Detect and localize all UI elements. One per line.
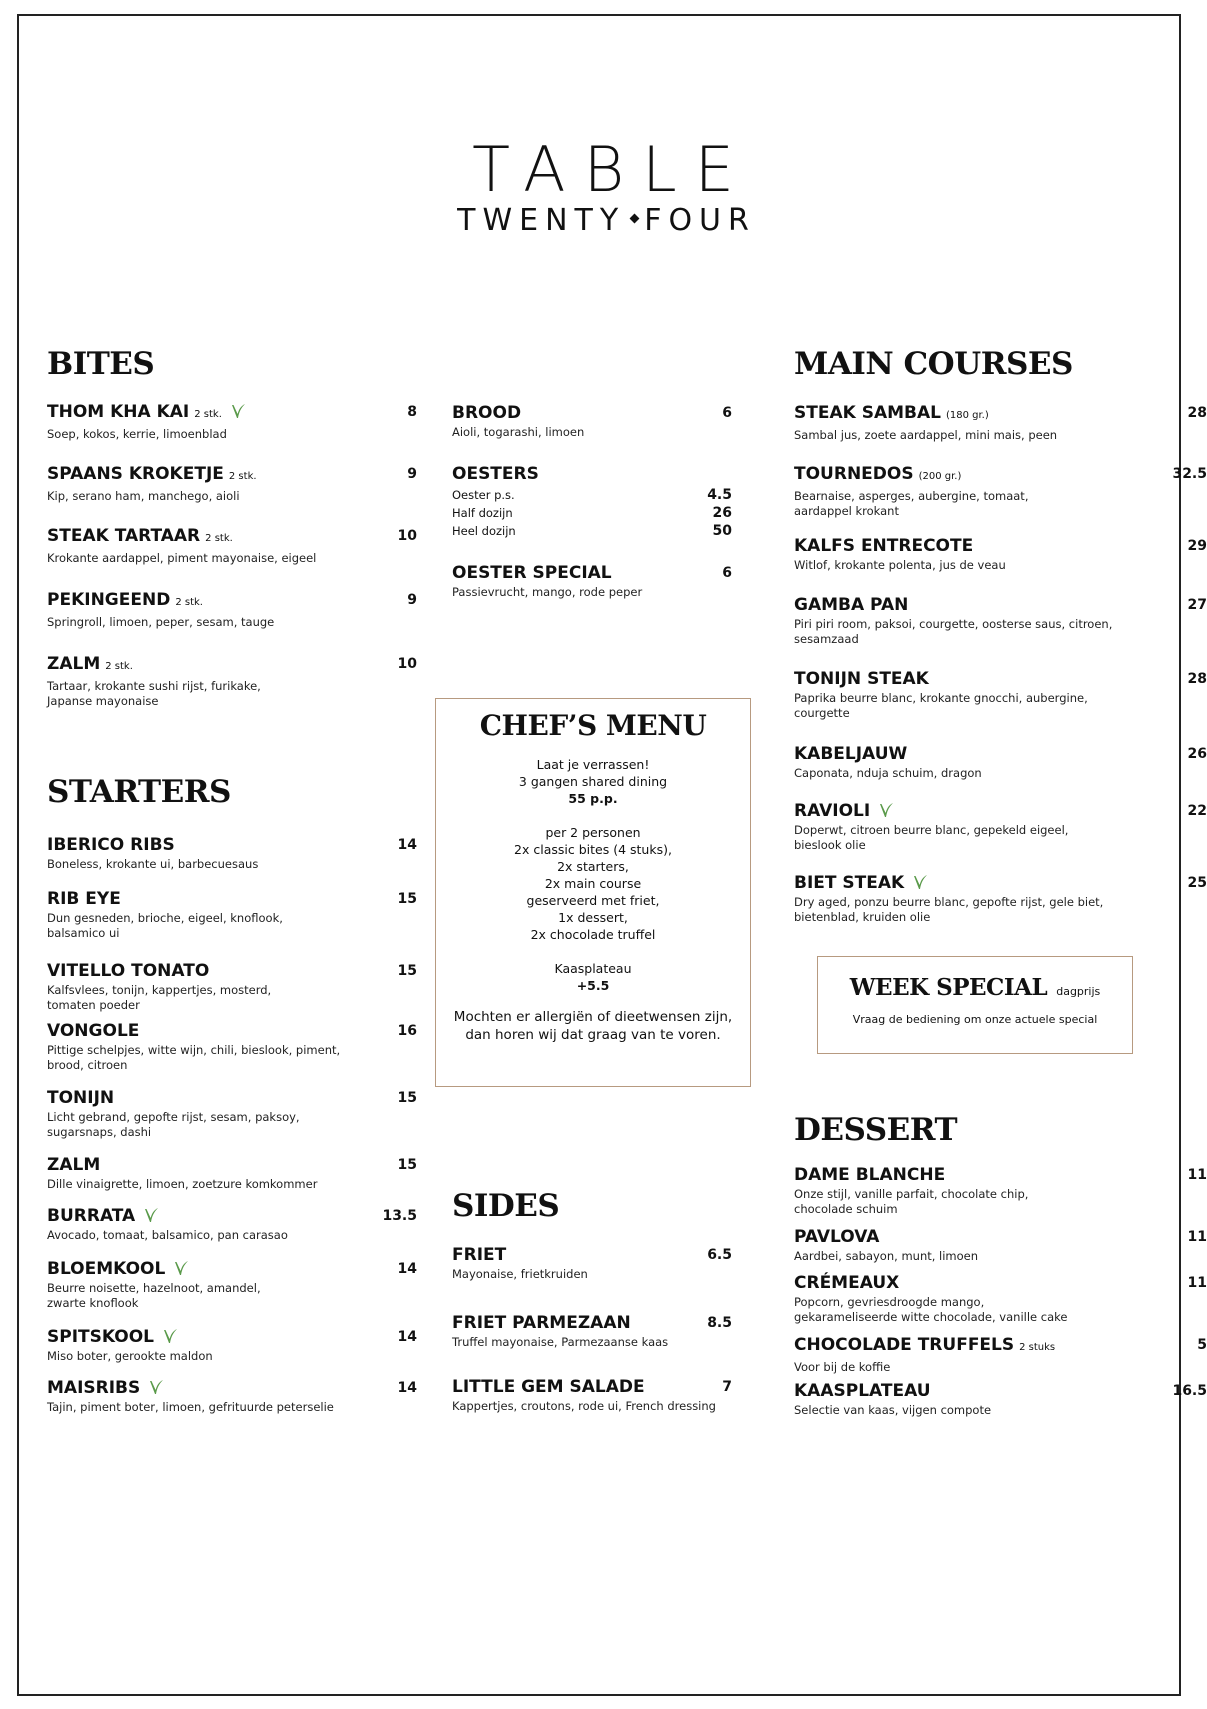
menu-item bbox=[794, 744, 1207, 781]
menu-item-quantity: 2 stk. bbox=[205, 533, 233, 544]
menu-item bbox=[794, 1335, 1207, 1375]
menu-item-title: BROOD bbox=[452, 403, 522, 423]
menu-item-name bbox=[794, 1335, 1162, 1358]
logo-line-1: TABLE bbox=[472, 133, 752, 206]
menu-item-description: Dun gesneden, brioche, eigeel, knoflook, balsamico ui bbox=[47, 911, 283, 940]
menu-item bbox=[452, 563, 732, 600]
menu-item-title: STEAK SAMBAL bbox=[794, 403, 941, 423]
vegan-leaf-icon bbox=[230, 403, 246, 419]
menu-item bbox=[47, 1155, 417, 1192]
menu-item-description: Boneless, krokante ui, barbecuesaus bbox=[47, 857, 259, 871]
menu-item-title: FRIET bbox=[452, 1245, 507, 1265]
chefs-menu-extra-label: Kaasplateau bbox=[554, 961, 632, 976]
menu-item-description: Miso boter, gerookte maldon bbox=[47, 1349, 213, 1363]
menu-item-title: BIET STEAK bbox=[794, 873, 905, 893]
menu-item-price: 10 bbox=[397, 528, 417, 544]
menu-item-description: Truffel mayonaise, Parmezaanse kaas bbox=[452, 1335, 669, 1349]
menu-item-name bbox=[47, 1327, 392, 1347]
menu-item bbox=[47, 464, 417, 504]
menu-item-price: 14 bbox=[397, 1380, 417, 1396]
menu-item-price: 14 bbox=[397, 1261, 417, 1277]
menu-item-title: PAVLOVA bbox=[794, 1227, 880, 1247]
menu-item-name bbox=[794, 1227, 1162, 1247]
menu-item bbox=[47, 1206, 417, 1243]
menu-item-price: 26 bbox=[1187, 746, 1207, 762]
menu-item-price: 6.5 bbox=[707, 1247, 732, 1263]
menu-item-title: STEAK TARTAAR bbox=[47, 526, 201, 546]
option-price: 26 bbox=[712, 505, 732, 521]
menu-item-name bbox=[47, 1088, 392, 1108]
menu-item-price: 10 bbox=[397, 656, 417, 672]
menu-item bbox=[452, 464, 732, 540]
menu-item-price: 7 bbox=[722, 1379, 732, 1395]
menu-item-description: Soep, kokos, kerrie, limoenblad bbox=[47, 427, 227, 441]
menu-item-description: Kalfsvlees, tonijn, kappertjes, mosterd, tomaten poeder bbox=[47, 983, 272, 1012]
menu-item-name bbox=[794, 403, 1162, 426]
menu-item-quantity: 2 stk. bbox=[228, 471, 257, 482]
section-title-main-courses: MAIN COURSES bbox=[794, 346, 1073, 382]
chefs-menu-intro bbox=[436, 756, 750, 790]
menu-item-price: 15 bbox=[397, 1157, 417, 1173]
menu-item-description: Mayonaise, frietkruiden bbox=[452, 1267, 588, 1281]
menu-item-title: SPAANS KROKETJE bbox=[47, 464, 224, 484]
menu-item-price: 15 bbox=[397, 963, 417, 979]
menu-item-description: Piri piri room, paksoi, courgette, oosterse saus, citroen, sesamzaad bbox=[794, 617, 1113, 646]
menu-item-description: Paprika beurre blanc, krokante gnocchi, aubergine, courgette bbox=[794, 691, 1088, 720]
menu-item-name bbox=[47, 1155, 392, 1175]
option-label: Half dozijn bbox=[452, 506, 513, 520]
menu-item-price: 5 bbox=[1197, 1337, 1207, 1353]
menu-item-title: TOURNEDOS bbox=[794, 464, 914, 484]
menu-item bbox=[452, 1245, 732, 1282]
menu-item-price: 11 bbox=[1187, 1275, 1207, 1291]
menu-item-price: 9 bbox=[407, 466, 417, 482]
menu-item-title: CRÉMEAUX bbox=[794, 1273, 900, 1293]
week-special-heading bbox=[818, 974, 1132, 1001]
menu-item-description: Beurre noisette, hazelnoot, amandel, zwarte knoflook bbox=[47, 1281, 261, 1310]
menu-item bbox=[47, 961, 417, 1013]
menu-item-description: Aardbei, sabayon, munt, limoen bbox=[794, 1249, 979, 1263]
chefs-menu-line: 2x classic bites (4 stuks), bbox=[514, 842, 672, 857]
menu-item-price: 28 bbox=[1187, 671, 1207, 687]
menu-item-price: 16 bbox=[397, 1023, 417, 1039]
section-title-sides: SIDES bbox=[452, 1188, 560, 1224]
chefs-menu-line: 2x main course bbox=[544, 876, 642, 891]
chefs-menu-contents bbox=[436, 824, 750, 943]
menu-item bbox=[794, 464, 1207, 519]
option-price: 4.5 bbox=[707, 487, 732, 503]
menu-item bbox=[47, 526, 417, 566]
chefs-menu-line: 2x starters, bbox=[557, 859, 629, 874]
menu-item-quantity: 2 stuks bbox=[1019, 1342, 1056, 1353]
menu-item-description: Sambal jus, zoete aardappel, mini mais, peen bbox=[794, 428, 1058, 442]
menu-item bbox=[794, 669, 1207, 721]
menu-item-title: PEKINGEEND bbox=[47, 590, 171, 610]
menu-item-name bbox=[794, 595, 1162, 615]
vegan-leaf-icon bbox=[912, 874, 928, 890]
menu-item-price: 16.5 bbox=[1172, 1383, 1207, 1399]
vegan-leaf-icon bbox=[148, 1379, 164, 1395]
chefs-menu-line: geserveerd met friet, bbox=[526, 893, 660, 908]
menu-item bbox=[794, 595, 1207, 647]
menu-item-title: FRIET PARMEZAAN bbox=[452, 1313, 631, 1333]
option-price: 50 bbox=[712, 523, 732, 539]
week-special-text: Vraag de bediening om onze actuele special bbox=[852, 1013, 1098, 1026]
menu-item-name bbox=[452, 1313, 732, 1333]
section-title-starters: STARTERS bbox=[47, 774, 231, 810]
chefs-menu-box bbox=[435, 698, 751, 1087]
menu-item-name bbox=[47, 526, 392, 549]
menu-item-title: BLOEMKOOL bbox=[47, 1259, 166, 1279]
menu-item bbox=[794, 873, 1207, 925]
menu-item bbox=[794, 1227, 1207, 1264]
menu-item-description: Aioli, togarashi, limoen bbox=[452, 425, 585, 439]
menu-item-price: 27 bbox=[1187, 597, 1207, 613]
menu-item-description: Passievrucht, mango, rode peper bbox=[452, 585, 643, 599]
menu-item-name bbox=[47, 889, 392, 909]
menu-item bbox=[47, 1021, 417, 1073]
menu-item-description: Bearnaise, asperges, aubergine, tomaat, aardappel krokant bbox=[794, 489, 1029, 518]
menu-item-name bbox=[47, 1206, 392, 1226]
menu-item bbox=[47, 1327, 417, 1364]
menu-item-price: 22 bbox=[1187, 803, 1207, 819]
week-special-suffix: dagprijs bbox=[1056, 985, 1101, 998]
menu-item-title: OESTERS bbox=[452, 464, 539, 484]
column-right bbox=[794, 0, 1207, 1709]
menu-item-title: MAISRIBS bbox=[47, 1378, 141, 1398]
menu-item-name bbox=[794, 1273, 1162, 1293]
menu-item-name bbox=[794, 669, 1162, 689]
menu-item-quantity: 2 stk. bbox=[194, 409, 222, 420]
menu-item-name bbox=[794, 536, 1162, 556]
logo-word-twenty: TWENTY bbox=[457, 203, 626, 238]
menu-item-title: RIB EYE bbox=[47, 889, 121, 909]
menu-item-title: ZALM bbox=[47, 654, 101, 674]
menu-item-quantity: 2 stk. bbox=[175, 597, 203, 608]
menu-item-title: ZALM bbox=[47, 1155, 101, 1175]
menu-item bbox=[47, 1259, 417, 1311]
menu-item-description: Springroll, limoen, peper, sesam, tauge bbox=[47, 615, 275, 629]
menu-item-price: 28 bbox=[1187, 405, 1207, 421]
menu-item-title: IBERICO RIBS bbox=[47, 835, 175, 855]
menu-item-name bbox=[794, 744, 1162, 764]
menu-item-name bbox=[47, 1378, 392, 1398]
menu-item-description: Voor bij de koffie bbox=[794, 1360, 891, 1374]
vegan-leaf-icon bbox=[143, 1207, 159, 1223]
menu-item-name bbox=[47, 464, 392, 487]
menu-item-name bbox=[452, 403, 732, 423]
menu-item-name bbox=[47, 402, 392, 425]
menu-item-title: DAME BLANCHE bbox=[794, 1165, 946, 1185]
menu-item-description: Avocado, tomaat, balsamico, pan carasao bbox=[47, 1228, 288, 1242]
menu-item-price: 8.5 bbox=[707, 1315, 732, 1331]
menu-item-description: Onze stijl, vanille parfait, chocolate chip, chocolade schuim bbox=[794, 1187, 1029, 1216]
menu-item-name bbox=[47, 835, 392, 855]
week-special-box bbox=[817, 956, 1133, 1054]
menu-item-title: SPITSKOOL bbox=[47, 1327, 155, 1347]
menu-item-price: 29 bbox=[1187, 538, 1207, 554]
menu-item-option bbox=[452, 522, 732, 540]
week-special-title: WEEK SPECIAL bbox=[849, 974, 1048, 1001]
section-title-dessert: DESSERT bbox=[794, 1112, 958, 1148]
menu-item-description: Popcorn, gevriesdroogde mango, gekarameliseerde witte chocolade, vanille cake bbox=[794, 1295, 1068, 1324]
menu-item-title: RAVIOLI bbox=[794, 801, 871, 821]
menu-item-name bbox=[452, 464, 732, 484]
vegan-leaf-icon bbox=[173, 1260, 189, 1276]
menu-item-quantity: 2 stk. bbox=[105, 661, 133, 672]
menu-item-price: 11 bbox=[1187, 1229, 1207, 1245]
vegan-leaf-icon bbox=[162, 1328, 178, 1344]
menu-item-price: 14 bbox=[397, 837, 417, 853]
menu-item-price: 25 bbox=[1187, 875, 1207, 891]
menu-item bbox=[452, 1313, 732, 1350]
menu-item bbox=[794, 1381, 1207, 1418]
chefs-menu-allergy-note bbox=[436, 1008, 750, 1044]
section-title-bites: BITES bbox=[47, 346, 155, 382]
menu-item bbox=[794, 1165, 1207, 1217]
menu-item-price: 9 bbox=[407, 592, 417, 608]
menu-item-option bbox=[452, 486, 732, 504]
menu-item-description: Krokante aardappel, piment mayonaise, eigeel bbox=[47, 551, 317, 565]
menu-item-name bbox=[794, 873, 1162, 893]
menu-item-description: Kip, serano ham, manchego, aioli bbox=[47, 489, 240, 503]
menu-item-price: 15 bbox=[397, 891, 417, 907]
chefs-menu-line: 1x dessert, bbox=[558, 910, 628, 925]
menu-item-title: KALFS ENTRECOTE bbox=[794, 536, 974, 556]
menu-item-name bbox=[47, 1259, 392, 1279]
menu-item bbox=[794, 403, 1207, 443]
menu-item bbox=[794, 536, 1207, 573]
menu-item-title: TONIJN STEAK bbox=[794, 669, 929, 689]
menu-item bbox=[47, 654, 417, 709]
menu-item-name bbox=[47, 590, 392, 613]
menu-item-price: 14 bbox=[397, 1329, 417, 1345]
chefs-menu-line: Laat je verrassen! bbox=[536, 757, 650, 772]
chefs-menu-line: dan horen wij dat graag van te voren. bbox=[465, 1027, 721, 1043]
menu-item-description: Caponata, nduja schuim, dragon bbox=[794, 766, 982, 780]
menu-item-description: Pittige schelpjes, witte wijn, chili, bieslook, piment, brood, citroen bbox=[47, 1043, 341, 1072]
chefs-menu-line: 2x chocolade truffel bbox=[530, 927, 656, 942]
menu-item bbox=[47, 1088, 417, 1140]
menu-item bbox=[794, 1273, 1207, 1325]
option-label: Heel dozijn bbox=[452, 524, 516, 538]
menu-item-title: KAASPLATEAU bbox=[794, 1381, 931, 1401]
menu-item-price: 11 bbox=[1187, 1167, 1207, 1183]
menu-item-name bbox=[794, 1381, 1162, 1401]
menu-item bbox=[794, 801, 1207, 853]
menu-item-description: Doperwt, citroen beurre blanc, gepekeld eigeel, bieslook olie bbox=[794, 823, 1069, 852]
menu-item-name bbox=[794, 1165, 1162, 1185]
menu-item-quantity: (200 gr.) bbox=[918, 471, 962, 482]
menu-item-price: 32.5 bbox=[1172, 466, 1207, 482]
menu-item bbox=[47, 1378, 417, 1415]
menu-item-price: 6 bbox=[722, 405, 732, 421]
menu-item-price: 13.5 bbox=[382, 1208, 417, 1224]
chefs-menu-price: 55 p.p. bbox=[568, 791, 618, 806]
column-left bbox=[47, 0, 417, 1709]
menu-item-name bbox=[794, 801, 1162, 821]
menu-item-description: Tajin, piment boter, limoen, gefrituurde peterselie bbox=[47, 1400, 334, 1414]
chefs-menu-line: Mochten er allergiën of dieetwensen zijn, bbox=[453, 1009, 733, 1025]
menu-item-description: Tartaar, krokante sushi rijst, furikake, Japanse mayonaise bbox=[47, 679, 261, 708]
menu-item bbox=[47, 590, 417, 630]
menu-item bbox=[452, 1377, 732, 1414]
chefs-menu-extra-price: +5.5 bbox=[576, 978, 610, 993]
menu-item bbox=[47, 835, 417, 872]
menu-item-name bbox=[452, 1377, 732, 1397]
menu-item-description: Dry aged, ponzu beurre blanc, gepofte rijst, gele biet, bietenblad, kruiden olie bbox=[794, 895, 1104, 924]
menu-item-quantity: (180 gr.) bbox=[945, 410, 989, 421]
menu-item-description: Licht gebrand, gepofte rijst, sesam, paksoy, sugarsnaps, dashi bbox=[47, 1110, 300, 1139]
chefs-menu-title: CHEF’S MENU bbox=[479, 709, 707, 742]
menu-item bbox=[47, 402, 417, 442]
menu-item-options bbox=[452, 486, 732, 540]
menu-item-price: 8 bbox=[407, 404, 417, 420]
menu-item-name bbox=[47, 1021, 392, 1041]
option-label: Oester p.s. bbox=[452, 488, 515, 502]
menu-item-title: BURRATA bbox=[47, 1206, 136, 1226]
menu-item-name bbox=[47, 961, 392, 981]
menu-item bbox=[47, 889, 417, 941]
menu-item-description: Dille vinaigrette, limoen, zoetzure komkommer bbox=[47, 1177, 318, 1191]
chefs-menu-line: 3 gangen shared dining bbox=[518, 774, 668, 789]
menu-item-title: TONIJN bbox=[47, 1088, 115, 1108]
menu-item-title: CHOCOLADE TRUFFELS bbox=[794, 1335, 1015, 1355]
menu-item-description: Selectie van kaas, vijgen compote bbox=[794, 1403, 992, 1417]
menu-item-title: VITELLO TONATO bbox=[47, 961, 210, 981]
menu-item-price: 6 bbox=[722, 565, 732, 581]
logo-word-four: FOUR bbox=[644, 203, 756, 238]
menu-item-name bbox=[794, 464, 1162, 487]
menu-item-title: VONGOLE bbox=[47, 1021, 140, 1041]
menu-item-name bbox=[452, 563, 732, 583]
menu-item-title: KABELJAUW bbox=[794, 744, 908, 764]
menu-item-title: GAMBA PAN bbox=[794, 595, 909, 615]
menu-item-option bbox=[452, 504, 732, 522]
menu-item bbox=[452, 403, 732, 440]
chefs-menu-line: per 2 personen bbox=[545, 825, 641, 840]
menu-item-name bbox=[452, 1245, 732, 1265]
vegan-leaf-icon bbox=[878, 802, 894, 818]
menu-item-title: THOM KHA KAI bbox=[47, 402, 190, 422]
menu-item-description: Witlof, krokante polenta, jus de veau bbox=[794, 558, 1006, 572]
menu-item-title: OESTER SPECIAL bbox=[452, 563, 612, 583]
menu-item-title: LITTLE GEM SALADE bbox=[452, 1377, 645, 1397]
menu-item-name bbox=[47, 654, 392, 677]
menu-item-price: 15 bbox=[397, 1090, 417, 1106]
menu-item-description: Kappertjes, croutons, rode ui, French dressing bbox=[452, 1399, 716, 1413]
